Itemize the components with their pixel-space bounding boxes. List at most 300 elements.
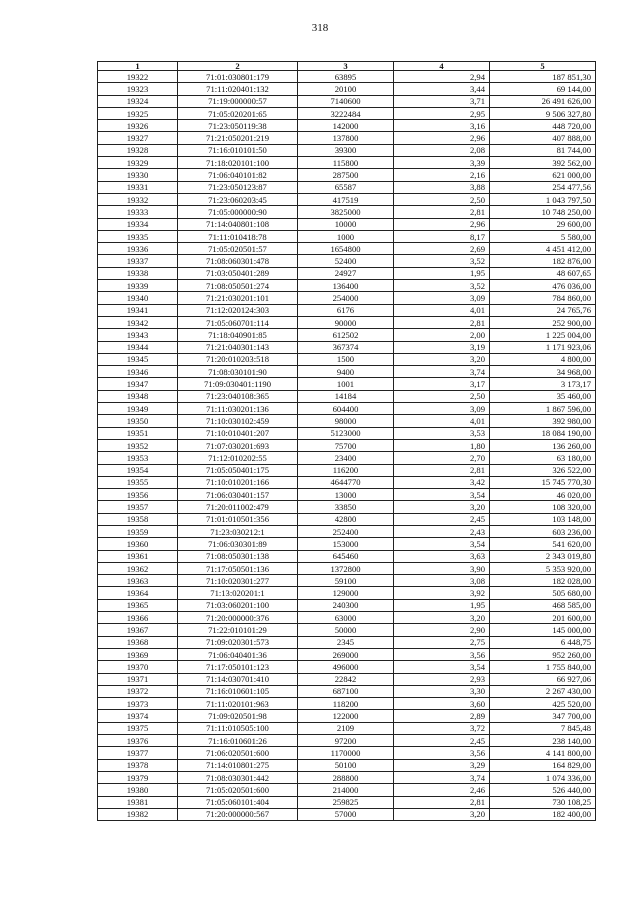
amount-cell: 24 765,76: [490, 304, 596, 316]
row-number-cell: 19353: [98, 452, 178, 464]
table-row: [98, 206, 596, 218]
row-number-cell: 19378: [98, 759, 178, 771]
row-number-cell: 19364: [98, 587, 178, 599]
rate-cell: 2,93: [394, 673, 490, 685]
rate-cell: 3,09: [394, 292, 490, 304]
cadastral-number-cell: 71:22:010101:29: [178, 624, 298, 636]
row-number-cell: 19376: [98, 735, 178, 747]
rate-cell: 2,81: [394, 206, 490, 218]
row-number-cell: 19352: [98, 439, 178, 451]
row-number-cell: 19332: [98, 193, 178, 205]
area-cell: 129000: [298, 587, 394, 599]
amount-cell: 425 520,00: [490, 698, 596, 710]
area-cell: 1372800: [298, 562, 394, 574]
cadastral-number-cell: 71:19:000000:57: [178, 95, 298, 107]
table-row: [98, 378, 596, 390]
amount-cell: 29 600,00: [490, 218, 596, 230]
amount-cell: 46 020,00: [490, 489, 596, 501]
cadastral-number-cell: 71:14:040801:108: [178, 218, 298, 230]
row-number-cell: 19337: [98, 255, 178, 267]
table-row: [98, 747, 596, 759]
amount-cell: 3 173,17: [490, 378, 596, 390]
amount-cell: 448 720,00: [490, 120, 596, 132]
area-cell: 22842: [298, 673, 394, 685]
table-row: [98, 280, 596, 292]
amount-cell: 48 607,65: [490, 267, 596, 279]
cadastral-number-cell: 71:21:040301:143: [178, 341, 298, 353]
amount-cell: 2 343 019,80: [490, 550, 596, 562]
cadastral-number-cell: 71:08:030101:90: [178, 366, 298, 378]
row-number-cell: 19357: [98, 501, 178, 513]
row-number-cell: 19342: [98, 316, 178, 328]
table-row: [98, 599, 596, 611]
table-row: [98, 661, 596, 673]
rate-cell: 2,08: [394, 144, 490, 156]
rate-cell: 3,29: [394, 759, 490, 771]
amount-cell: 201 600,00: [490, 612, 596, 624]
row-number-cell: 19375: [98, 722, 178, 734]
table-row: [98, 341, 596, 353]
area-cell: 5123000: [298, 427, 394, 439]
cadastral-number-cell: 71:05:060101:404: [178, 796, 298, 808]
cadastral-number-cell: 71:06:040101:82: [178, 169, 298, 181]
amount-cell: 103 148,00: [490, 513, 596, 525]
cadastral-number-cell: 71:23:040108:365: [178, 390, 298, 402]
amount-cell: 5 580,00: [490, 230, 596, 242]
cadastral-number-cell: 71:11:010418:78: [178, 230, 298, 242]
area-cell: 287500: [298, 169, 394, 181]
amount-cell: 952 260,00: [490, 648, 596, 660]
cadastral-number-cell: 71:12:020124:303: [178, 304, 298, 316]
area-cell: 254000: [298, 292, 394, 304]
cadastral-number-cell: 71:03:060201:100: [178, 599, 298, 611]
amount-cell: 541 620,00: [490, 538, 596, 550]
area-cell: 39300: [298, 144, 394, 156]
area-cell: 24927: [298, 267, 394, 279]
area-cell: 604400: [298, 403, 394, 415]
rate-cell: 4,01: [394, 304, 490, 316]
row-number-cell: 19377: [98, 747, 178, 759]
area-cell: 3222484: [298, 107, 394, 119]
amount-cell: 526 440,00: [490, 784, 596, 796]
rate-cell: 1,95: [394, 599, 490, 611]
area-cell: 259825: [298, 796, 394, 808]
table-row: [98, 501, 596, 513]
row-number-cell: 19371: [98, 673, 178, 685]
cadastral-number-cell: 71:20:011002:479: [178, 501, 298, 513]
table-row: [98, 673, 596, 685]
rate-cell: 3,56: [394, 648, 490, 660]
cadastral-number-cell: 71:08:050501:274: [178, 280, 298, 292]
rate-cell: 3,20: [394, 612, 490, 624]
area-cell: 612502: [298, 329, 394, 341]
table-row: [98, 612, 596, 624]
row-number-cell: 19341: [98, 304, 178, 316]
row-number-cell: 19356: [98, 489, 178, 501]
cadastral-number-cell: 71:20:010203:518: [178, 353, 298, 365]
rate-cell: 3,20: [394, 501, 490, 513]
amount-cell: 392 980,00: [490, 415, 596, 427]
cadastral-number-cell: 71:09:030401:1190: [178, 378, 298, 390]
cadastral-number-cell: 71:06:030301:89: [178, 538, 298, 550]
amount-cell: 1 171 923,06: [490, 341, 596, 353]
row-number-cell: 19365: [98, 599, 178, 611]
amount-cell: 1 225 004,00: [490, 329, 596, 341]
row-number-cell: 19379: [98, 771, 178, 783]
row-number-cell: 19373: [98, 698, 178, 710]
amount-cell: 468 585,00: [490, 599, 596, 611]
row-number-cell: 19347: [98, 378, 178, 390]
rate-cell: 2,16: [394, 169, 490, 181]
rate-cell: 3,17: [394, 378, 490, 390]
rate-cell: 3,63: [394, 550, 490, 562]
amount-cell: 7 845,48: [490, 722, 596, 734]
table-row: [98, 71, 596, 83]
table-row: [98, 193, 596, 205]
row-number-cell: 19327: [98, 132, 178, 144]
amount-cell: 136 260,00: [490, 439, 596, 451]
amount-cell: 15 745 770,30: [490, 476, 596, 488]
rate-cell: 2,95: [394, 107, 490, 119]
rate-cell: 2,69: [394, 243, 490, 255]
cadastral-number-cell: 71:13:020201:1: [178, 587, 298, 599]
row-number-cell: 19382: [98, 808, 178, 820]
amount-cell: 182 028,00: [490, 575, 596, 587]
area-cell: 645460: [298, 550, 394, 562]
row-number-cell: 19350: [98, 415, 178, 427]
area-cell: 687100: [298, 685, 394, 697]
cadastral-number-cell: 71:08:050301:138: [178, 550, 298, 562]
table-row: [98, 304, 596, 316]
rate-cell: 2,50: [394, 193, 490, 205]
row-number-cell: 19343: [98, 329, 178, 341]
cadastral-number-cell: 71:01:030801:179: [178, 71, 298, 83]
column-header: 5: [490, 62, 596, 71]
table-row: [98, 735, 596, 747]
table-row: [98, 83, 596, 95]
cadastral-number-cell: 71:18:020101:100: [178, 157, 298, 169]
row-number-cell: 19323: [98, 83, 178, 95]
rate-cell: 3,88: [394, 181, 490, 193]
row-number-cell: 19329: [98, 157, 178, 169]
rate-cell: 2,90: [394, 624, 490, 636]
table-row: [98, 132, 596, 144]
area-cell: 116200: [298, 464, 394, 476]
cadastral-number-cell: 71:05:000000:90: [178, 206, 298, 218]
row-number-cell: 19336: [98, 243, 178, 255]
table-row: [98, 120, 596, 132]
amount-cell: 81 744,00: [490, 144, 596, 156]
table-row: [98, 415, 596, 427]
amount-cell: 1 755 840,00: [490, 661, 596, 673]
table-row: [98, 771, 596, 783]
row-number-cell: 19354: [98, 464, 178, 476]
table-row: [98, 808, 596, 820]
cadastral-number-cell: 71:10:010201:166: [178, 476, 298, 488]
amount-cell: 145 000,00: [490, 624, 596, 636]
cadastral-number-cell: 71:14:010801:275: [178, 759, 298, 771]
row-number-cell: 19328: [98, 144, 178, 156]
area-cell: 136400: [298, 280, 394, 292]
row-number-cell: 19339: [98, 280, 178, 292]
row-number-cell: 19324: [98, 95, 178, 107]
table-row: [98, 562, 596, 574]
amount-cell: 18 084 190,00: [490, 427, 596, 439]
table-row: [98, 452, 596, 464]
table-row: [98, 403, 596, 415]
page-number: 318: [311, 22, 329, 34]
row-number-cell: 19380: [98, 784, 178, 796]
row-number-cell: 19372: [98, 685, 178, 697]
table-row: [98, 144, 596, 156]
rate-cell: 3,52: [394, 255, 490, 267]
table-row: [98, 636, 596, 648]
cadastral-number-cell: 71:11:020401:132: [178, 83, 298, 95]
table-row: [98, 255, 596, 267]
table-row: [98, 587, 596, 599]
rate-cell: 3,52: [394, 280, 490, 292]
amount-cell: 1 867 596,00: [490, 403, 596, 415]
amount-cell: 326 522,00: [490, 464, 596, 476]
amount-cell: 505 680,00: [490, 587, 596, 599]
rate-cell: 2,96: [394, 218, 490, 230]
rate-cell: 3,44: [394, 83, 490, 95]
row-number-cell: 19345: [98, 353, 178, 365]
row-number-cell: 19381: [98, 796, 178, 808]
area-cell: 288800: [298, 771, 394, 783]
cadastral-number-cell: 71:05:020501:600: [178, 784, 298, 796]
cadastral-number-cell: 71:21:030201:101: [178, 292, 298, 304]
table-row: [98, 464, 596, 476]
cadastral-number-cell: 71:11:030201:136: [178, 403, 298, 415]
table-row: [98, 316, 596, 328]
rate-cell: 2,81: [394, 796, 490, 808]
amount-cell: 347 700,00: [490, 710, 596, 722]
amount-cell: 182 876,00: [490, 255, 596, 267]
amount-cell: 5 353 920,00: [490, 562, 596, 574]
table-row: [98, 489, 596, 501]
cadastral-number-cell: 71:16:010101:50: [178, 144, 298, 156]
area-cell: 52400: [298, 255, 394, 267]
cadastral-number-cell: 71:17:050101:123: [178, 661, 298, 673]
rate-cell: 3,20: [394, 353, 490, 365]
row-number-cell: 19334: [98, 218, 178, 230]
rate-cell: 3,19: [394, 341, 490, 353]
row-number-cell: 19362: [98, 562, 178, 574]
area-cell: 50000: [298, 624, 394, 636]
area-cell: 269000: [298, 648, 394, 660]
amount-cell: 34 968,00: [490, 366, 596, 378]
rate-cell: 3,54: [394, 661, 490, 673]
cadastral-number-cell: 71:06:040401:36: [178, 648, 298, 660]
amount-cell: 1 074 336,00: [490, 771, 596, 783]
rate-cell: 3,92: [394, 587, 490, 599]
cadastral-number-cell: 71:10:020301:277: [178, 575, 298, 587]
rate-cell: 2,94: [394, 71, 490, 83]
row-number-cell: 19370: [98, 661, 178, 673]
rate-cell: 3,16: [394, 120, 490, 132]
cadastral-number-cell: 71:10:030102:459: [178, 415, 298, 427]
cadastral-number-cell: 71:05:020201:65: [178, 107, 298, 119]
table-row: [98, 353, 596, 365]
cadastral-number-cell: 71:23:030212:1: [178, 525, 298, 537]
rate-cell: 2,70: [394, 452, 490, 464]
rate-cell: 3,09: [394, 403, 490, 415]
row-number-cell: 19348: [98, 390, 178, 402]
amount-cell: 35 460,00: [490, 390, 596, 402]
row-number-cell: 19369: [98, 648, 178, 660]
row-number-cell: 19333: [98, 206, 178, 218]
row-number-cell: 19344: [98, 341, 178, 353]
area-cell: 1170000: [298, 747, 394, 759]
row-number-cell: 19338: [98, 267, 178, 279]
area-cell: 33850: [298, 501, 394, 513]
row-number-cell: 19330: [98, 169, 178, 181]
rate-cell: 2,96: [394, 132, 490, 144]
area-cell: 417519: [298, 193, 394, 205]
data-table: [97, 61, 596, 821]
cadastral-number-cell: 71:05:050401:175: [178, 464, 298, 476]
amount-cell: 4 800,00: [490, 353, 596, 365]
amount-cell: 187 851,30: [490, 71, 596, 83]
area-cell: 42800: [298, 513, 394, 525]
column-header: 3: [298, 62, 394, 71]
rate-cell: 2,75: [394, 636, 490, 648]
rate-cell: 3,90: [394, 562, 490, 574]
area-cell: 6176: [298, 304, 394, 316]
column-header: 1: [98, 62, 178, 71]
area-cell: 90000: [298, 316, 394, 328]
row-number-cell: 19326: [98, 120, 178, 132]
area-cell: 20100: [298, 83, 394, 95]
area-cell: 2345: [298, 636, 394, 648]
area-cell: 122000: [298, 710, 394, 722]
area-cell: 115800: [298, 157, 394, 169]
amount-cell: 9 506 327,80: [490, 107, 596, 119]
area-cell: 1500: [298, 353, 394, 365]
cadastral-number-cell: 71:10:010401:207: [178, 427, 298, 439]
row-number-cell: 19331: [98, 181, 178, 193]
area-cell: 4644770: [298, 476, 394, 488]
amount-cell: 164 829,00: [490, 759, 596, 771]
table-row: [98, 366, 596, 378]
cadastral-number-cell: 71:01:010501:356: [178, 513, 298, 525]
table-row: [98, 710, 596, 722]
area-cell: 153000: [298, 538, 394, 550]
cadastral-number-cell: 71:06:020501:600: [178, 747, 298, 759]
rate-cell: 3,56: [394, 747, 490, 759]
area-cell: 9400: [298, 366, 394, 378]
rate-cell: 3,20: [394, 808, 490, 820]
row-number-cell: 19367: [98, 624, 178, 636]
cadastral-number-cell: 71:16:010601:26: [178, 735, 298, 747]
amount-cell: 4 451 412,00: [490, 243, 596, 255]
rate-cell: 3,08: [394, 575, 490, 587]
area-cell: 23400: [298, 452, 394, 464]
rate-cell: 2,45: [394, 513, 490, 525]
table-row: [98, 722, 596, 734]
area-cell: 367374: [298, 341, 394, 353]
amount-cell: 730 108,25: [490, 796, 596, 808]
rate-cell: 4,01: [394, 415, 490, 427]
table-row: [98, 267, 596, 279]
cadastral-number-cell: 71:08:060301:478: [178, 255, 298, 267]
area-cell: 240300: [298, 599, 394, 611]
row-number-cell: 19340: [98, 292, 178, 304]
rate-cell: 2,00: [394, 329, 490, 341]
rate-cell: 3,53: [394, 427, 490, 439]
cadastral-number-cell: 71:05:020501:57: [178, 243, 298, 255]
amount-cell: 108 320,00: [490, 501, 596, 513]
cadastral-number-cell: 71:11:010505:100: [178, 722, 298, 734]
cadastral-number-cell: 71:23:060203:45: [178, 193, 298, 205]
table-row: [98, 439, 596, 451]
table-body: [98, 71, 596, 821]
row-number-cell: 19368: [98, 636, 178, 648]
rate-cell: 3,60: [394, 698, 490, 710]
amount-cell: 784 860,00: [490, 292, 596, 304]
area-cell: 13000: [298, 489, 394, 501]
cadastral-number-cell: 71:23:050123:87: [178, 181, 298, 193]
cadastral-number-cell: 71:20:000000:376: [178, 612, 298, 624]
rate-cell: 2,81: [394, 464, 490, 476]
amount-cell: 254 477,56: [490, 181, 596, 193]
table-row: [98, 550, 596, 562]
area-cell: 97200: [298, 735, 394, 747]
area-cell: 142000: [298, 120, 394, 132]
table-row: [98, 759, 596, 771]
rate-cell: 2,89: [394, 710, 490, 722]
area-cell: 57000: [298, 808, 394, 820]
cadastral-number-cell: 71:14:030701:410: [178, 673, 298, 685]
table-row: [98, 292, 596, 304]
area-cell: 137800: [298, 132, 394, 144]
cadastral-number-cell: 71:16:010601:105: [178, 685, 298, 697]
table-row: [98, 243, 596, 255]
rate-cell: 3,39: [394, 157, 490, 169]
rate-cell: 3,74: [394, 366, 490, 378]
cadastral-number-cell: 71:05:060701:114: [178, 316, 298, 328]
row-number-cell: 19322: [98, 71, 178, 83]
amount-cell: 2 267 430,00: [490, 685, 596, 697]
table-row: [98, 390, 596, 402]
table-row: [98, 698, 596, 710]
table-row: [98, 427, 596, 439]
area-cell: 1001: [298, 378, 394, 390]
table-row: [98, 513, 596, 525]
amount-cell: 392 562,00: [490, 157, 596, 169]
table-row: [98, 218, 596, 230]
table-row: [98, 648, 596, 660]
amount-cell: 252 900,00: [490, 316, 596, 328]
row-number-cell: 19351: [98, 427, 178, 439]
amount-cell: 63 180,00: [490, 452, 596, 464]
amount-cell: 182 400,00: [490, 808, 596, 820]
table-row: [98, 476, 596, 488]
area-cell: 496000: [298, 661, 394, 673]
area-cell: 3825000: [298, 206, 394, 218]
area-cell: 65587: [298, 181, 394, 193]
row-number-cell: 19335: [98, 230, 178, 242]
table-row: [98, 157, 596, 169]
area-cell: 252400: [298, 525, 394, 537]
area-cell: 98000: [298, 415, 394, 427]
cadastral-number-cell: 71:20:000000:567: [178, 808, 298, 820]
rate-cell: 3,54: [394, 538, 490, 550]
table-row: [98, 575, 596, 587]
amount-cell: 69 144,00: [490, 83, 596, 95]
table-row: [98, 784, 596, 796]
